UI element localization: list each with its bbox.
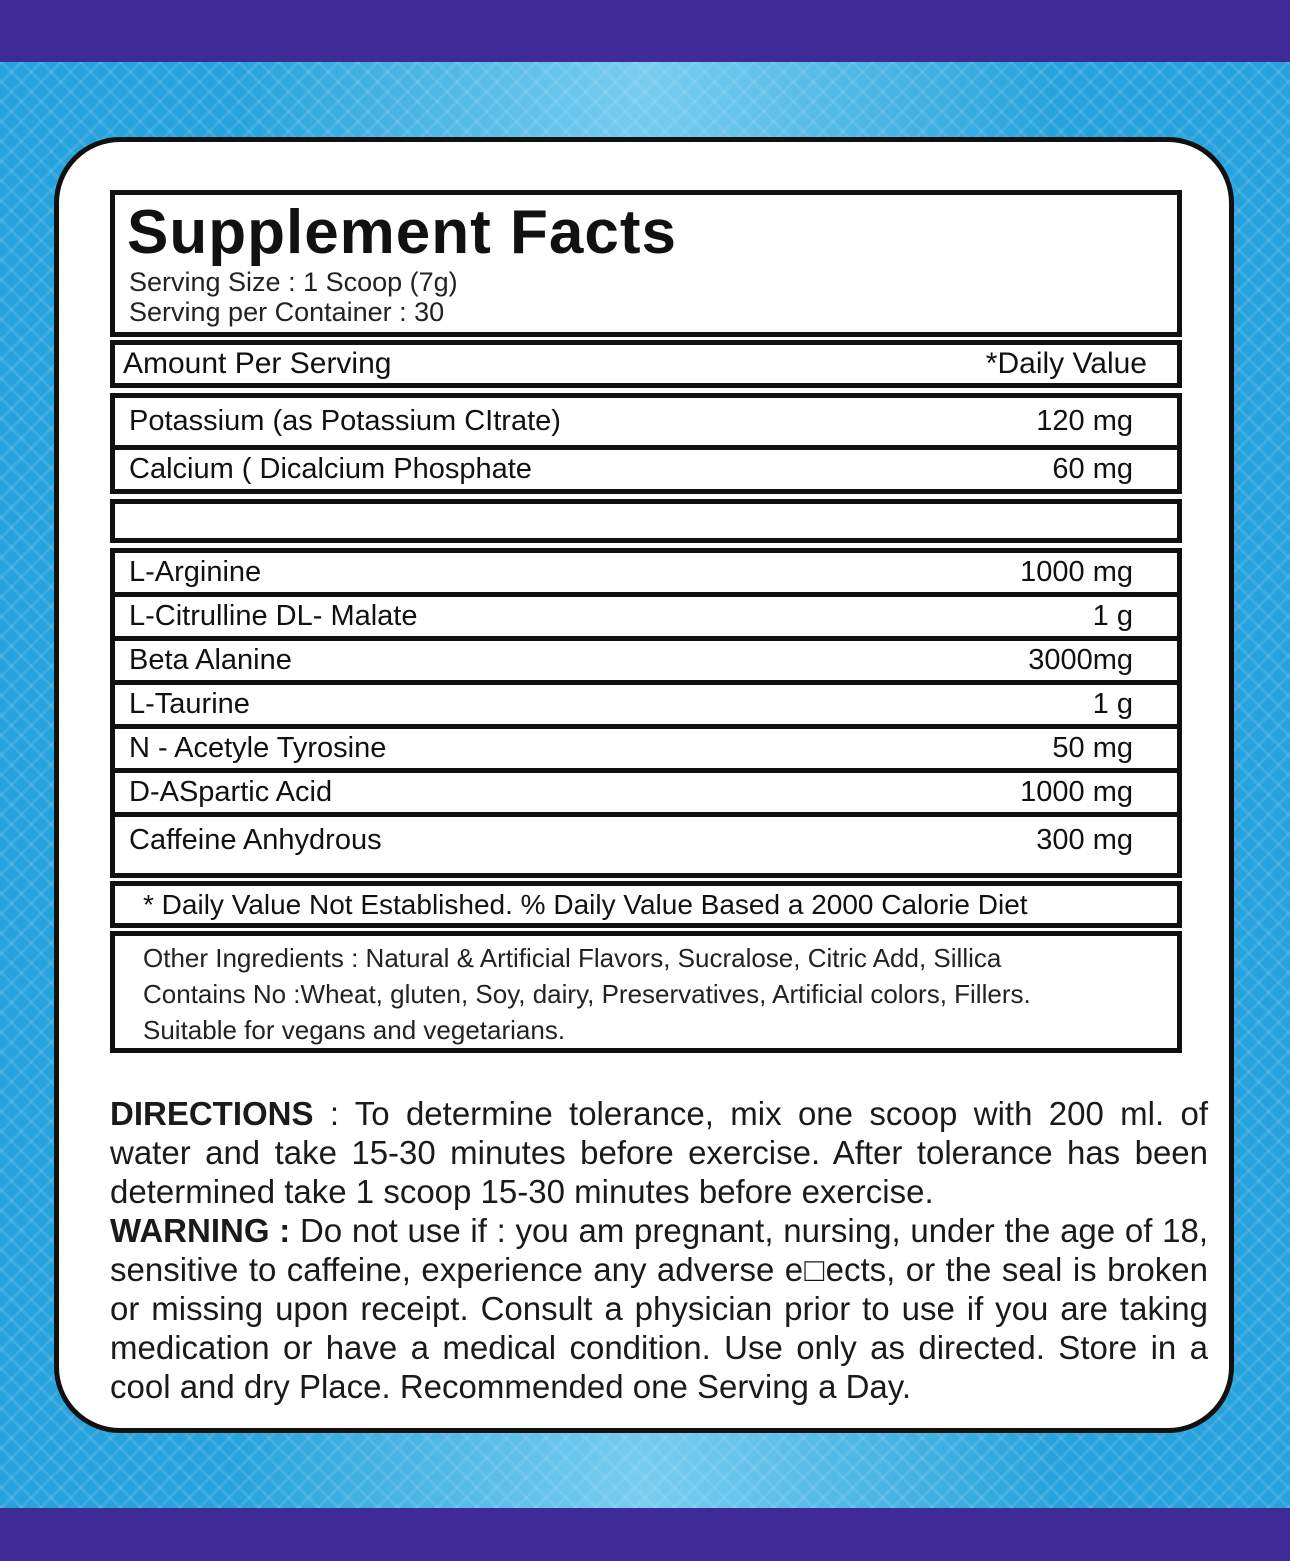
ingredient-amount: 1 g — [1092, 600, 1133, 632]
supplement-facts-panel — [110, 190, 1182, 1053]
top-band — [0, 0, 1290, 62]
empty-row — [110, 499, 1182, 543]
footnote-text: * Daily Value Not Established. % Daily Value Based a 2000 Calorie Diet — [143, 888, 1028, 920]
table-row — [110, 445, 1182, 494]
other-ingredients-box — [110, 931, 1182, 1053]
warning-text: Do not use if : you am pregnant, nursing, under the age of 18, sensitive to caffeine, experience any adverse e□ects, or the seal is broken or missing upon receipt. Consult a physician prior to use if you are taking medication or have a medical condition. Use only as directed. Store in a cool and dry Place. Recommended one Serving a Day. — [110, 1212, 1208, 1405]
table-row — [110, 592, 1182, 641]
ingredient-name: L-Arginine — [129, 556, 262, 588]
directions-warning-text — [110, 1094, 1208, 1406]
servings-per-container: Serving per Container : 30 — [129, 297, 445, 327]
ingredient-name: L-Citrulline DL- Malate — [129, 600, 418, 632]
amount-header-row — [110, 340, 1182, 388]
directions-label: DIRECTIONS — [110, 1095, 314, 1132]
table-row — [110, 812, 1182, 878]
suitability-line: Suitable for vegans and vegetarians. — [143, 1015, 566, 1045]
ingredient-name: D-ASpartic Acid — [129, 776, 333, 808]
table-row — [110, 724, 1182, 773]
ingredient-amount: 1 g — [1092, 688, 1133, 720]
ingredient-name: Calcium ( Dicalcium Phosphate — [129, 453, 532, 485]
ingredient-amount: 1000 mg — [1020, 776, 1133, 808]
serving-size: Serving Size : 1 Scoop (7g) — [129, 267, 458, 297]
table-row — [110, 548, 1182, 597]
facts-header — [110, 190, 1182, 337]
table-row — [110, 636, 1182, 685]
amount-per-serving-label: Amount Per Serving — [123, 347, 392, 380]
warning-label: WARNING : — [110, 1212, 291, 1249]
directions-paragraph — [110, 1094, 1208, 1211]
ingredient-name: N - Acetyle Tyrosine — [129, 732, 387, 764]
facts-title: Supplement Facts — [127, 198, 677, 267]
ingredient-amount: 300 mg — [1036, 824, 1133, 856]
bottom-band — [0, 1508, 1290, 1561]
ingredient-amount: 120 mg — [1036, 405, 1133, 437]
ingredient-name: Potassium (as Potassium CItrate) — [129, 405, 561, 437]
directions-text: : To determine tolerance, mix one scoop with 200 ml. of water and take 15-30 minutes before exercise. After tolerance has been determined take 1 scoop 15-30 minutes before exercise. — [110, 1095, 1208, 1210]
ingredient-amount: 50 mg — [1052, 732, 1133, 764]
ingredient-name: Caffeine Anhydrous — [129, 824, 382, 856]
ingredient-amount: 3000mg — [1028, 644, 1133, 676]
table-row — [110, 680, 1182, 729]
warning-paragraph — [110, 1211, 1208, 1406]
other-ingredients-line: Other Ingredients : Natural & Artificial Flavors, Sucralose, Citric Add, Sillica — [143, 943, 1002, 973]
daily-value-label: *Daily Value — [985, 347, 1147, 380]
ingredient-name: L-Taurine — [129, 688, 250, 720]
table-row — [110, 393, 1182, 450]
ingredient-amount: 60 mg — [1052, 453, 1133, 485]
ingredient-amount: 1000 mg — [1020, 556, 1133, 588]
allergen-line: Contains No :Wheat, gluten, Soy, dairy, Preservatives, Artificial colors, Fillers. — [143, 979, 1031, 1009]
table-row — [110, 768, 1182, 817]
ingredient-name: Beta Alanine — [129, 644, 292, 676]
daily-value-footnote — [110, 881, 1182, 928]
